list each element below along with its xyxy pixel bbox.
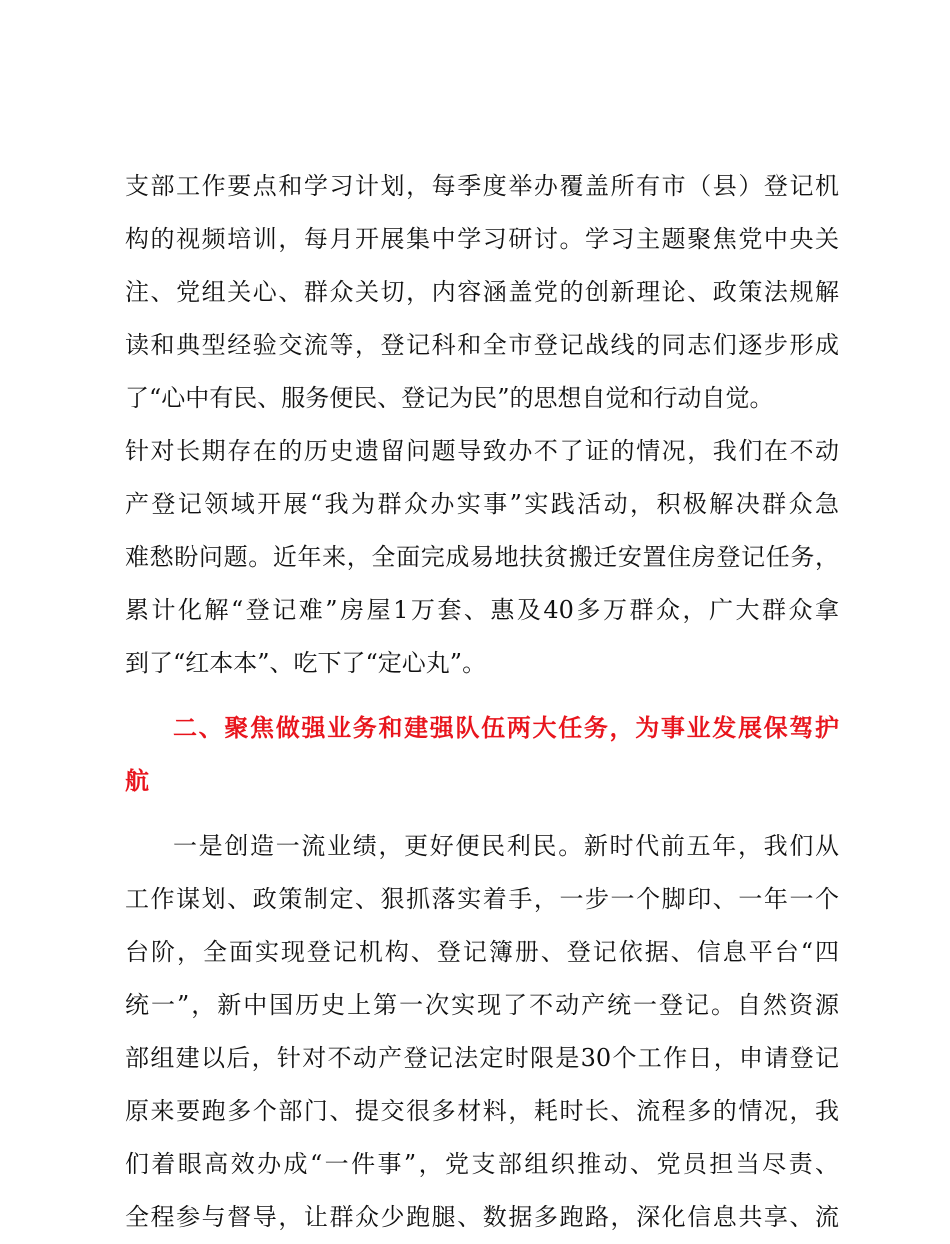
heading-line: 航 bbox=[125, 767, 149, 795]
text-line: 产登记领域开展“我为群众办实事”实践活动，积极解决群众急 bbox=[125, 490, 839, 518]
text-line: 针对长期存在的历史遗留问题导致办不了证的情况，我们在不动 bbox=[125, 437, 839, 465]
text-line: 了“心中有民、服务便民、登记为民”的思想自觉和行动自觉。 bbox=[125, 384, 774, 412]
document-page bbox=[125, 160, 839, 1244]
text-line: 累计化解“登记难”房屋1万套、惠及40多万群众，广大群众拿 bbox=[125, 596, 839, 624]
text-line: 到了“红本本”、吃下了“定心丸”。 bbox=[125, 649, 487, 677]
section-heading bbox=[125, 702, 839, 808]
spacer bbox=[125, 690, 839, 702]
text-line: 工作谋划、政策制定、狠抓落实着手，一步一个脚印、一年一个 bbox=[125, 885, 839, 913]
text-line: 一是创造一流业绩，更好便民利民。新时代前五年，我们从 bbox=[173, 832, 839, 860]
paragraph-2 bbox=[125, 820, 839, 1244]
heading-line: 二、聚焦做强业务和建强队伍两大任务，为事业发展保驾护 bbox=[173, 714, 839, 742]
text-line: 统一”，新中国历史上第一次实现了不动产统一登记。自然资源 bbox=[125, 991, 839, 1019]
text-line: 们着眼高效办成“一件事”，党支部组织推动、党员担当尽责、 bbox=[125, 1150, 839, 1178]
text-line: 读和典型经验交流等，登记科和全市登记战线的同志们逐步形成 bbox=[125, 331, 839, 359]
spacer bbox=[125, 808, 839, 820]
text-line: 部组建以后，针对不动产登记法定时限是30个工作日，申请登记 bbox=[125, 1044, 839, 1072]
text-line: 全程参与督导，让群众少跑腿、数据多跑路，深化信息共享、流 bbox=[125, 1203, 839, 1231]
text-line: 注、党组关心、群众关切，内容涵盖党的创新理论、政策法规解 bbox=[125, 278, 839, 306]
text-line: 支部工作要点和学习计划，每季度举办覆盖所有市（县）登记机 bbox=[125, 172, 839, 200]
text-line: 难愁盼问题。近年来，全面完成易地扶贫搬迁安置住房登记任务， bbox=[125, 543, 839, 571]
paragraph-1 bbox=[125, 160, 839, 690]
text-line: 台阶，全面实现登记机构、登记簿册、登记依据、信息平台“四 bbox=[125, 938, 839, 966]
text-line: 构的视频培训，每月开展集中学习研讨。学习主题聚焦党中央关 bbox=[125, 225, 839, 253]
text-line: 原来要跑多个部门、提交很多材料，耗时长、流程多的情况，我 bbox=[125, 1097, 839, 1125]
